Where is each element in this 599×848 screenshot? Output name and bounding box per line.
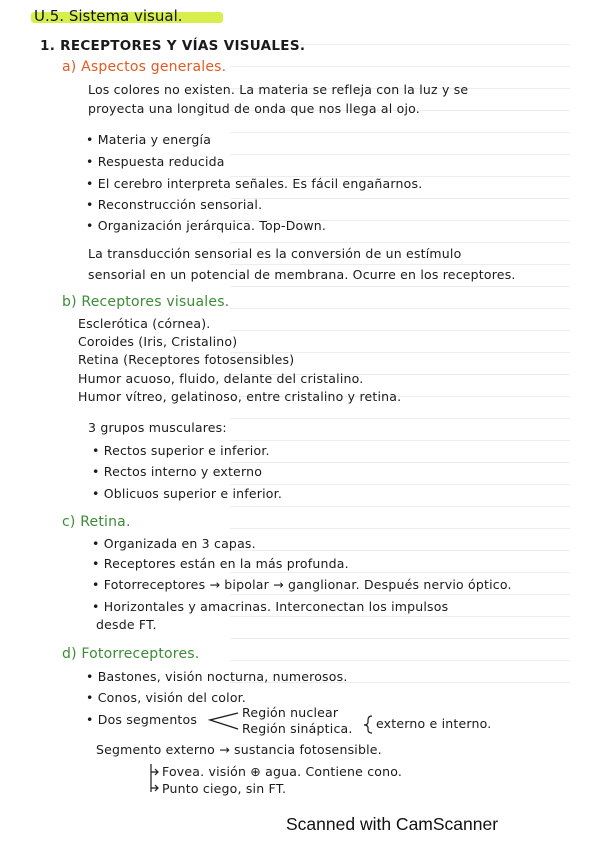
list-item: • Fotorreceptores → bipolar → ganglionar. Después nervio óptico.	[92, 577, 512, 593]
list-item: Coroides (Iris, Cristalino)	[78, 334, 238, 349]
transduction-line: sensorial en un potencial de membrana. Ocurre en los receptores.	[88, 267, 516, 282]
subsection-d-heading: d) Fotorreceptores.	[62, 646, 200, 662]
intro-line: Los colores no existen. La materia se refleja con la luz y se	[88, 82, 469, 97]
list-item: Esclerótica (córnea).	[78, 316, 211, 331]
scanner-watermark: Scanned with CamScanner	[286, 814, 499, 834]
list-item: • Organizada en 3 capas.	[92, 536, 256, 552]
section-heading: 1. RECEPTORES Y VÍAS VISUALES.	[40, 38, 306, 54]
external-internal: externo e interno.	[376, 716, 492, 731]
list-item: • Horizontales y amacrinas. Interconectan los impulsos	[92, 599, 448, 615]
blind-spot-line: Punto ciego, sin FT.	[162, 781, 287, 796]
page-title: U.5. Sistema visual.	[34, 7, 183, 25]
branch-bracket	[210, 713, 238, 729]
list-item: • Rectos interno y externo	[92, 464, 262, 480]
subsection-c-heading: c) Retina.	[62, 514, 131, 530]
transduction-line: La transducción sensorial es la conversión de un estímulo	[88, 246, 462, 261]
list-item: • Receptores están en la más profunda.	[92, 556, 349, 572]
subsection-a-heading: a) Aspectos generales.	[62, 59, 227, 75]
muscles-heading: 3 grupos musculares:	[88, 420, 227, 435]
title-block	[34, 4, 183, 30]
list-item: • Oblicuos superior e inferior.	[92, 486, 282, 502]
list-item: Retina (Receptores fotosensibles)	[78, 352, 295, 367]
subsection-b-heading: b) Receptores visuales.	[62, 294, 230, 310]
list-item: • Conos, visión del color.	[86, 690, 246, 706]
list-item: • Reconstrucción sensorial.	[86, 197, 262, 213]
list-item: • El cerebro interpreta señales. Es fácil engañarnos.	[86, 176, 422, 192]
list-item: • Dos segmentos	[86, 712, 197, 728]
list-item: • Bastones, visión nocturna, numerosos.	[86, 669, 348, 685]
segment-line: Segmento externo → sustancia fotosensible.	[96, 742, 382, 757]
fovea-line: Fovea. visión ⊕ agua. Contiene cono.	[162, 764, 403, 779]
list-item: Humor vítreo, gelatinoso, entre cristalino y retina.	[78, 389, 402, 404]
list-item: • Materia y energía	[86, 132, 211, 148]
list-item: • Rectos superior e inferior.	[92, 443, 270, 459]
region-sinaptica: Región sináptica.	[242, 721, 353, 736]
intro-line: proyecta una longitud de onda que nos llega al ojo.	[88, 101, 420, 116]
list-item: • Organización jerárquica. Top-Down.	[86, 218, 326, 234]
region-nuclear: Región nuclear	[242, 705, 339, 720]
list-item: • Respuesta reducida	[86, 154, 225, 170]
curly-brace	[364, 716, 372, 733]
sub-arrows	[151, 764, 158, 792]
list-item: Humor acuoso, fluido, delante del cristalino.	[78, 371, 364, 386]
list-item-continuation: desde FT.	[96, 617, 157, 632]
